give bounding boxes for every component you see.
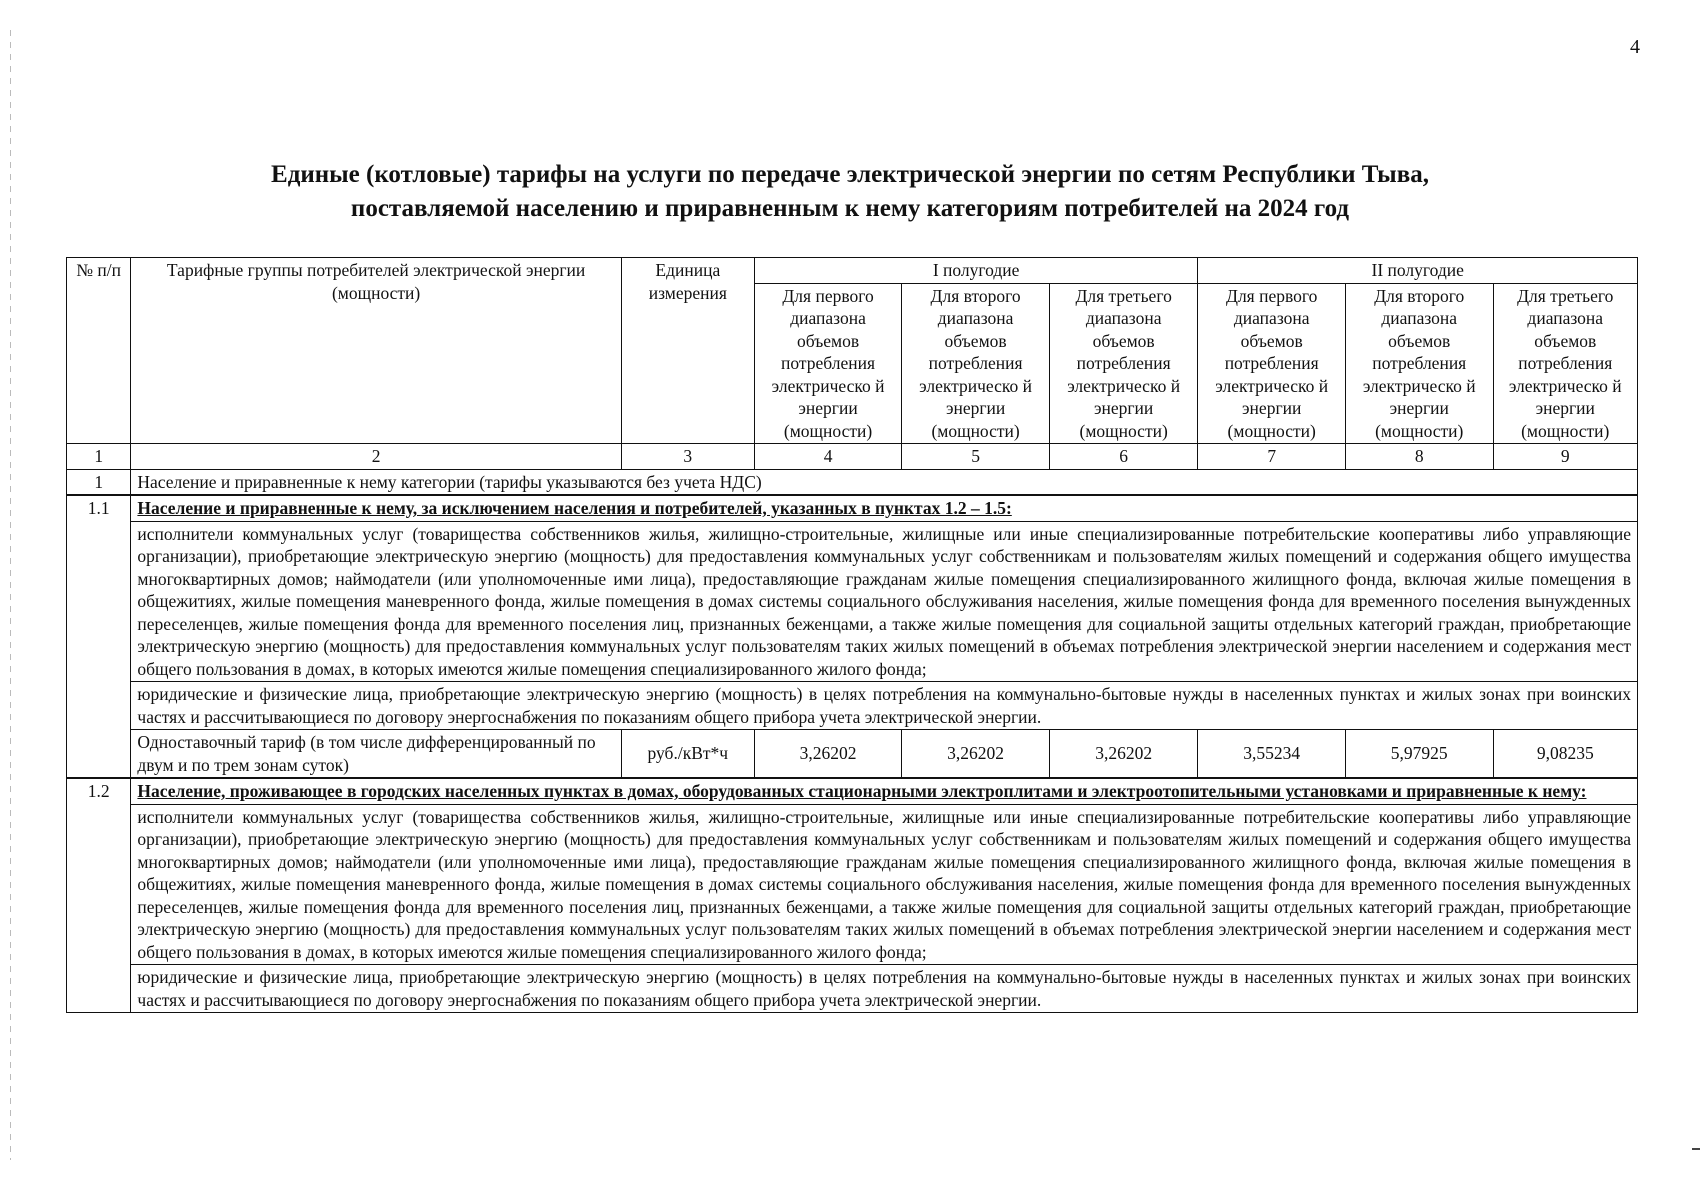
column-number: 4 bbox=[754, 444, 902, 470]
header-h2-range-2: Для второго диапазона объемов потребления электрическо й энергии (мощности) bbox=[1345, 283, 1493, 444]
tariff-value-h1-range-2: 3,26202 bbox=[902, 730, 1050, 779]
section-1-num: 1 bbox=[67, 469, 131, 495]
header-group: Тарифные группы потребителей электрической энергии (мощности) bbox=[131, 258, 621, 444]
section-1-2-paragraph-1: исполнители коммунальных услуг (товарищества собственников жилья, жилищно-строительные, жилищные или иные специализированные потребительские кооперативы либо управляющие организации), приобретающие электрическую энергию (мощность) для предоставления коммунальных услуг собственникам и пользователям жилых помещений и содержания общего имущества многоквартирных домов; наймодатели (или уполномоченные ими лица), предоставляющие гражданам жилые помещения специализированного жилищного фонда, включая жилые помещения в общежитиях, жилые помещения маневренного фонда, жилые помещения в домах системы социального обслуживания населения, жилые помещения фонда для временного поселения вынужденных переселенцев, жилые помещения фонда для временного поселения лиц, признанных беженцами, а также жилые помещения для социальной защиты отдельных категорий граждан, приобретающие электрическую энергию (мощность) для предоставления коммунальных услуг пользователям таких жилых помещений в объемах потребления электрической энергии населением и содержания мест общего пользования в домах, в которых имеются жилые помещения специализированного жилого фонда; bbox=[131, 804, 1638, 965]
section-1-row bbox=[67, 469, 1638, 495]
section-1-2-paragraph-2: юридические и физические лица, приобретающие электрическую энергию (мощность) в целях потребления на коммунально-бытовые нужды в населенных пунктах и жилых зонах при воинских частях и рассчитывающиеся по договору энергоснабжения по показаниям общего прибора учета электрической энергии. bbox=[131, 965, 1638, 1013]
tariff-value-h2-range-2: 5,97925 bbox=[1345, 730, 1493, 779]
header-h2-range-3: Для третьего диапазона объемов потребления электрическо й энергии (мощности) bbox=[1493, 283, 1638, 444]
tariff-value-h1-range-3: 3,26202 bbox=[1049, 730, 1198, 779]
column-number: 2 bbox=[131, 444, 621, 470]
header-row-1 bbox=[67, 258, 1638, 284]
tariff-label: Одноставочный тариф (в том числе дифференцированный по двум и по трем зонам суток) bbox=[131, 730, 621, 779]
section-1-2-num: 1.2 bbox=[67, 778, 131, 1013]
column-number: 6 bbox=[1049, 444, 1198, 470]
column-number: 7 bbox=[1198, 444, 1346, 470]
section-1-2-heading-row bbox=[67, 778, 1638, 804]
section-1-2-heading: Население, проживающее в городских населенных пунктах в домах, оборудованных стационарными электроплитами и электроотопительными установками и приравненные к нему: bbox=[131, 778, 1638, 804]
column-number: 3 bbox=[621, 444, 754, 470]
section-1-1-paragraph-1: исполнители коммунальных услуг (товарищества собственников жилья, жилищно-строительные, жилищные или иные специализированные потребительские кооперативы либо управляющие организации), приобретающие электрическую энергию (мощность) для предоставления коммунальных услуг собственникам и пользователям жилых помещений и содержания общего имущества многоквартирных домов; наймодатели (или уполномоченные ими лица), предоставляющие гражданам жилые помещения специализированного жилищного фонда, включая жилые помещения в общежитиях, жилые помещения маневренного фонда, жилые помещения в домах системы социального обслуживания населения, жилые помещения фонда для временного поселения вынужденных переселенцев, жилые помещения фонда для временного поселения лиц, признанных беженцами, а также жилые помещения для социальной защиты отдельных категорий граждан, приобретающие электрическую энергию (мощность) для предоставления коммунальных услуг пользователям таких жилых помещений в объемах потребления электрической энергии населением и содержания мест общего пользования в домах, в которых имеются жилые помещения специализированного жилого фонда; bbox=[131, 521, 1638, 682]
tariff-value-h1-range-1: 3,26202 bbox=[754, 730, 902, 779]
section-1-2-para-2-row bbox=[67, 965, 1638, 1013]
column-number-row bbox=[67, 444, 1638, 470]
document-title bbox=[60, 158, 1640, 226]
section-1-1-para-2-row bbox=[67, 682, 1638, 730]
tariff-row bbox=[67, 730, 1638, 779]
section-1-1-para-1-row bbox=[67, 521, 1638, 682]
tariff-table bbox=[66, 257, 1638, 1013]
section-1-1-heading: Население и приравненные к нему, за исключением населения и потребителей, указанных в пунктах 1.2 – 1.5: bbox=[131, 495, 1638, 521]
tariff-value-h2-range-1: 3,55234 bbox=[1198, 730, 1346, 779]
column-number: 8 bbox=[1345, 444, 1493, 470]
title-line-2: поставляемой населению и приравненным к нему категориям потребителей на 2024 год bbox=[350, 195, 1350, 222]
header-half-1: I полугодие bbox=[754, 258, 1198, 284]
header-unit: Единица измерения bbox=[621, 258, 754, 444]
section-1-2-para-1-row bbox=[67, 804, 1638, 965]
tariff-unit: руб./кВт*ч bbox=[621, 730, 754, 779]
section-1-1-heading-row bbox=[67, 495, 1638, 521]
tariff-value-h2-range-3: 9,08235 bbox=[1493, 730, 1638, 779]
title-line-1: Единые (котловые) тарифы на услуги по передаче электрической энергии по сетям Республики Тыва, bbox=[271, 161, 1429, 188]
column-number: 5 bbox=[902, 444, 1050, 470]
column-number: 1 bbox=[67, 444, 131, 470]
column-number: 9 bbox=[1493, 444, 1638, 470]
header-half-2: II полугодие bbox=[1198, 258, 1638, 284]
header-h1-range-2: Для второго диапазона объемов потребления электрическо й энергии (мощности) bbox=[902, 283, 1050, 444]
scan-corner-mark bbox=[1692, 1148, 1700, 1150]
scan-edge-line bbox=[10, 30, 11, 1160]
page-number: 4 bbox=[1630, 36, 1640, 58]
section-1-1-paragraph-2: юридические и физические лица, приобретающие электрическую энергию (мощность) в целях потребления на коммунально-бытовые нужды в населенных пунктах и жилых зонах при воинских частях и рассчитывающиеся по договору энергоснабжения по показаниям общего прибора учета электрической энергии. bbox=[131, 682, 1638, 730]
header-h1-range-3: Для третьего диапазона объемов потребления электрическо й энергии (мощности) bbox=[1049, 283, 1198, 444]
section-1-1-num: 1.1 bbox=[67, 495, 131, 778]
header-h2-range-1: Для первого диапазона объемов потребления электрическо й энергии (мощности) bbox=[1198, 283, 1346, 444]
header-num: № п/п bbox=[67, 258, 131, 444]
section-1-text: Население и приравненные к нему категории (тарифы указываются без учета НДС) bbox=[131, 469, 1638, 495]
header-h1-range-1: Для первого диапазона объемов потребления электрическо й энергии (мощности) bbox=[754, 283, 902, 444]
